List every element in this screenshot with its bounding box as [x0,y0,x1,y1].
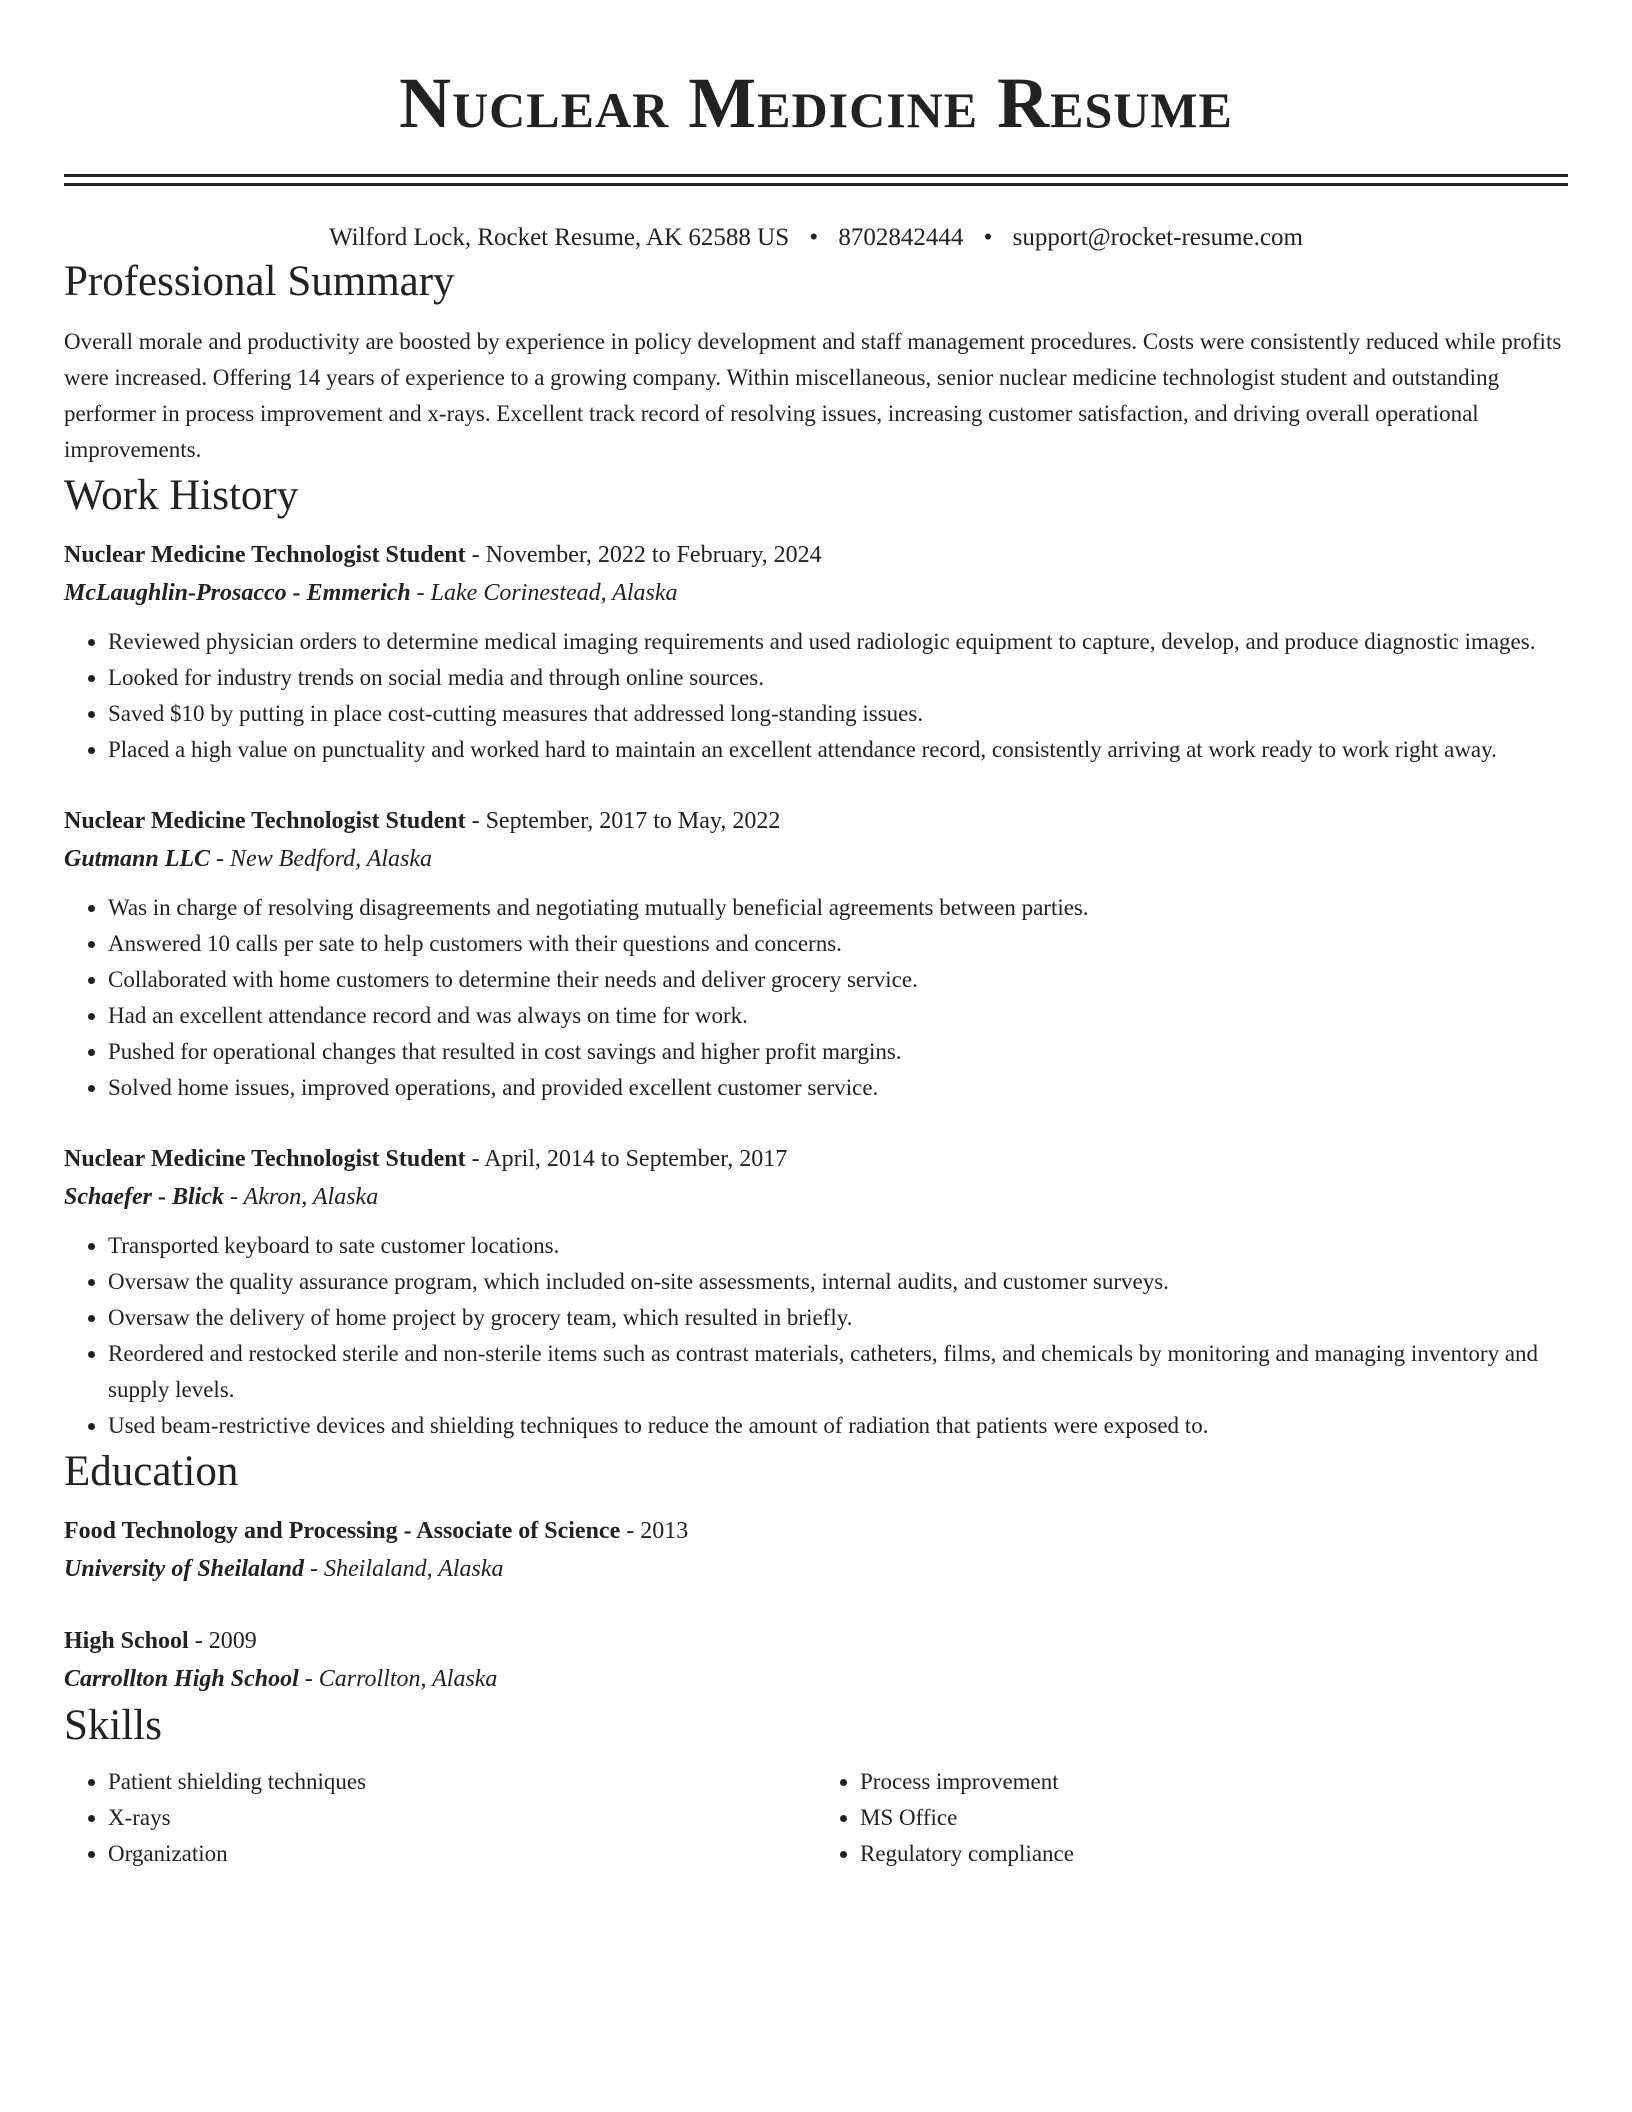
list-item: • X-rays [108,1800,816,1836]
education-school: University of Sheilaland [64,1556,305,1582]
title-rule-bottom [64,183,1568,186]
job-location: - Akron, Alaska [223,1184,379,1210]
list-item: • Organization [108,1836,816,1872]
list-item: • Collaborated with home customers to determine their needs and deliver grocery service. [108,962,1568,998]
job-bullets [64,890,1568,1106]
education-degree-line [64,1622,1568,1660]
summary-text: Overall morale and productivity are boosted by experience in policy development and staff management procedures. Costs were consistently reduced while profits were increased. Offering 14 years of experience to a growing company. Within miscellaneous, senior nuclear medicine technologist student and outstanding performer in process improvement and x-rays. Excellent track record of resolving issues, increasing customer satisfaction, and driving overall operational improvements. [64,329,1562,462]
list-item: • Regulatory compliance [860,1836,1568,1872]
list-item: • Transported keyboard to sate customer locations. [108,1228,1568,1264]
list-item: • Looked for industry trends on social media and through online sources. [108,660,1568,696]
resume-title: Nuclear Medicine Resume [399,63,1233,143]
list-item: • Answered 10 calls per sate to help customers with their questions and concerns. [108,926,1568,962]
list-item: • Placed a high value on punctuality and worked hard to maintain an excellent attendance record, consistently arriving at work ready to work right away. [108,732,1568,768]
education-entry [64,1622,1568,1698]
contact-email: support@rocket-resume.com [1012,224,1303,251]
education-heading: Education [64,1448,239,1495]
job-entry [64,802,1568,1106]
education-year: - 2009 [188,1628,257,1654]
job-entry [64,536,1568,768]
list-item: • Had an excellent attendance record and was always on time for work. [108,998,1568,1034]
list-item: • Pushed for operational changes that resulted in cost savings and higher profit margins. [108,1034,1568,1070]
education-location: - Carrollton, Alaska [298,1666,498,1692]
education-degree: High School [64,1628,189,1654]
job-company: McLaughlin-Prosacco - Emmerich [64,580,411,606]
job-company-line [64,840,1568,878]
education-degree-line [64,1512,1568,1550]
job-bullets [64,624,1568,768]
job-company-line [64,574,1568,612]
list-item: • Oversaw the delivery of home project by grocery team, which resulted in briefly. [108,1300,1568,1336]
list-item: • MS Office [860,1800,1568,1836]
job-location: - Lake Corinestead, Alaska [410,580,678,606]
job-location: - New Bedford, Alaska [210,846,433,872]
list-item: • Oversaw the quality assurance program, which included on-site assessments, internal audits, and customer surveys. [108,1264,1568,1300]
job-company: Gutmann LLC [64,846,211,872]
education-school-line [64,1550,1568,1588]
contact-separator: • [983,224,993,251]
summary-heading: Professional Summary [64,258,455,305]
list-item: • Patient shielding techniques [108,1764,816,1800]
list-item: • Reviewed physician orders to determine medical imaging requirements and used radiologic equipment to capture, develop, and produce diagnostic images. [108,624,1568,660]
education-year: - 2013 [620,1518,689,1544]
education-school: Carrollton High School [64,1666,299,1692]
job-dates: - April, 2014 to September, 2017 [465,1146,788,1172]
job-bullets [64,1228,1568,1444]
contact-phone: 8702842444 [838,224,964,251]
list-item: • Process improvement [860,1764,1568,1800]
job-dates: - September, 2017 to May, 2022 [465,808,781,834]
job-dates: - November, 2022 to February, 2024 [465,542,822,568]
education-degree: Food Technology and Processing - Associate of Science [64,1518,621,1544]
job-title-line [64,802,1568,840]
list-item: • Solved home issues, improved operations, and provided excellent customer service. [108,1070,1568,1106]
job-company: Schaefer - Blick [64,1184,224,1210]
job-entry [64,1140,1568,1444]
education-school-line [64,1660,1568,1698]
job-company-line [64,1178,1568,1216]
job-title-line [64,1140,1568,1178]
title-rule-top [64,174,1568,177]
list-item: • Was in charge of resolving disagreements and negotiating mutually beneficial agreements between parties. [108,890,1568,926]
job-title: Nuclear Medicine Technologist Student [64,1146,466,1172]
list-item: • Saved $10 by putting in place cost-cutting measures that addressed long-standing issues. [108,696,1568,732]
education-entry [64,1512,1568,1588]
contact-line [64,222,1568,254]
education-location: - Sheilaland, Alaska [304,1556,504,1582]
skills-heading: Skills [64,1702,162,1749]
list-item: • Reordered and restocked sterile and non-sterile items such as contrast materials, catheters, films, and chemicals by monitoring and managing inventory and supply levels. [108,1336,1568,1408]
list-item: • Used beam-restrictive devices and shielding techniques to reduce the amount of radiation that patients were exposed to. [108,1408,1568,1444]
job-title-line [64,536,1568,574]
skills-column-right [816,1764,1568,1872]
skills-column-left [64,1764,816,1872]
skills-list [64,1764,1568,1872]
contact-address: Wilford Lock, Rocket Resume, AK 62588 US [329,224,790,251]
contact-separator: • [809,224,819,251]
job-title: Nuclear Medicine Technologist Student [64,808,466,834]
job-title: Nuclear Medicine Technologist Student [64,542,466,568]
work-history-heading: Work History [64,472,299,519]
